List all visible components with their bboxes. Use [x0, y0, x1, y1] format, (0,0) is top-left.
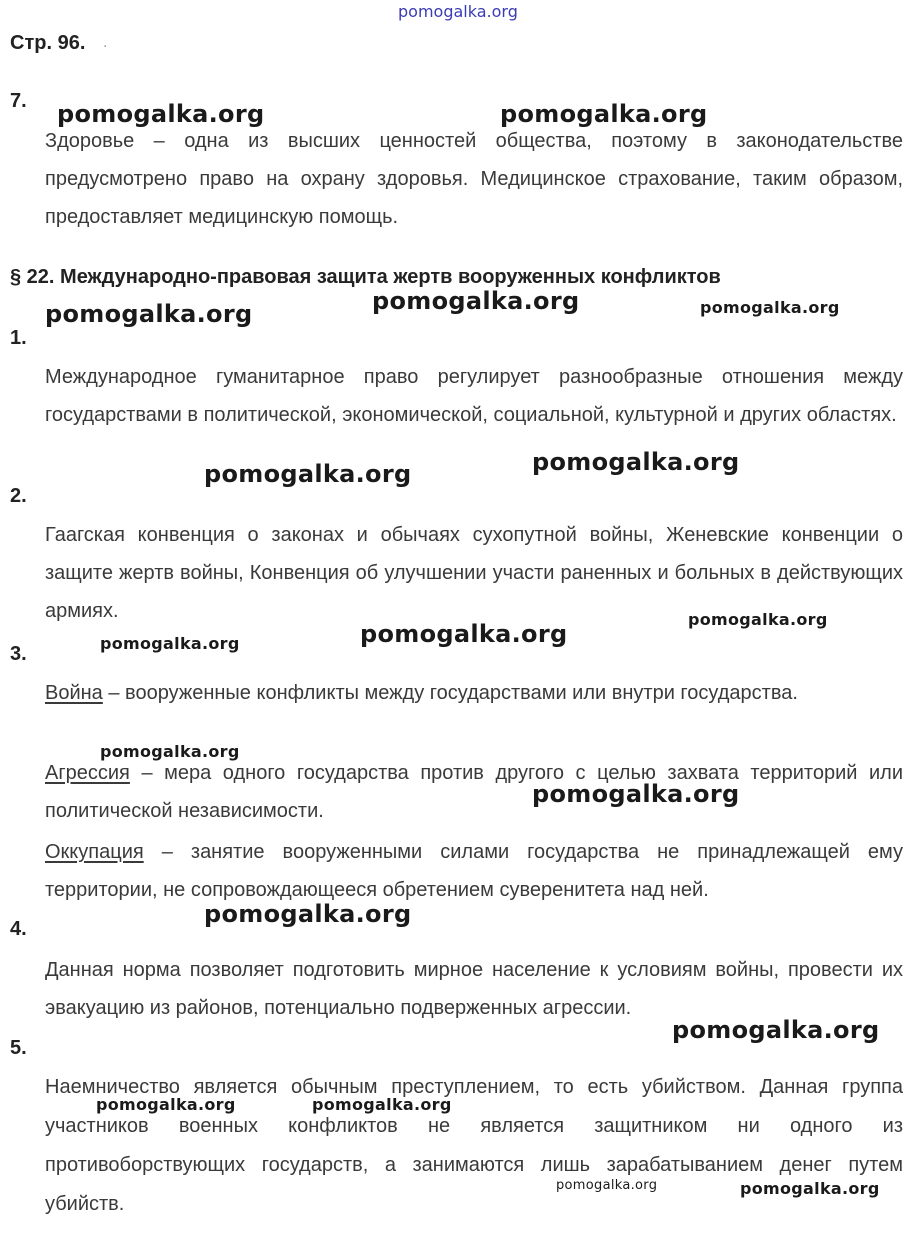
- watermark: pomogalka.org: [740, 1179, 880, 1198]
- watermark: pomogalka.org: [100, 742, 240, 761]
- definition-paragraph: [45, 674, 903, 712]
- definition-text: – вооруженные конфликты между государствами или внутри государства.: [102, 682, 798, 704]
- answer-paragraph: Гаагская конвенция о законах и обычаях сухопутной войны, Женевские конвенции о защите жертв войны, Конвенция об улучшении участи раненных и больных в действующих армиях.: [45, 524, 903, 622]
- watermark: pomogalka.org: [700, 298, 840, 317]
- watermark: pomogalka.org: [532, 448, 740, 476]
- watermark: pomogalka.org: [360, 620, 568, 648]
- site-link[interactable]: pomogalka.org: [398, 2, 518, 21]
- watermark: pomogalka.org: [45, 300, 253, 328]
- watermark: pomogalka.org: [532, 780, 740, 808]
- answer-paragraph: Данная норма позволяет подготовить мирное население к условиям войны, провести их эвакуацию из районов, потенциально подверженных агрессии.: [45, 959, 903, 1019]
- answer-paragraph: Международное гуманитарное право регулирует разнообразные отношения между государствами в политической, экономической, социальной, культурной и других областях.: [45, 366, 903, 426]
- question-number: 1.: [10, 327, 27, 349]
- definition-term: Агрессия: [45, 762, 130, 784]
- watermark: pomogalka.org: [312, 1095, 452, 1114]
- page-mark: .: [103, 34, 108, 51]
- answer-paragraph: Наемничество является обычным преступлением, то есть убийством. Данная группа участников военных конфликтов не является защитником ни одного из противоборствующих государств, а занимаются лишь зарабатыванием денег путем убийств.: [45, 1076, 903, 1215]
- question-number: 7.: [10, 90, 27, 112]
- watermark: pomogalka.org: [100, 634, 240, 653]
- question-number: 4.: [10, 918, 27, 940]
- watermark: pomogalka.org: [96, 1095, 236, 1114]
- question-number: 2.: [10, 485, 27, 507]
- question-number: 5.: [10, 1037, 27, 1059]
- definition-paragraph: [45, 754, 903, 830]
- definition-term: Война: [45, 682, 103, 704]
- watermark: pomogalka.org: [672, 1016, 880, 1044]
- definition-text: – занятие вооруженными силами государства не принадлежащей ему территории, не сопровождающееся обретением суверенитета над ней.: [45, 841, 903, 901]
- definition-text: – мера одного государства против другого с целью захвата территорий или политической независимости.: [45, 762, 903, 822]
- watermark: pomogalka.org: [556, 1178, 658, 1193]
- page-label: Стр. 96.: [10, 32, 86, 54]
- watermark: pomogalka.org: [57, 100, 265, 128]
- answer-paragraph: Здоровье – одна из высших ценностей общества, поэтому в законодательстве предусмотрено право на охрану здоровья. Медицинское страхование, таким образом, предоставляет медицинскую помощь.: [45, 130, 903, 228]
- definition-term: Оккупация: [45, 841, 144, 863]
- watermark: pomogalka.org: [500, 100, 708, 128]
- watermark: pomogalka.org: [204, 460, 412, 488]
- watermark: pomogalka.org: [688, 610, 828, 629]
- watermark: pomogalka.org: [204, 900, 412, 928]
- section-title: § 22. Международно-правовая защита жертв вооруженных конфликтов: [10, 266, 721, 288]
- question-number: 3.: [10, 643, 27, 665]
- definition-paragraph: [45, 833, 903, 909]
- watermark: pomogalka.org: [372, 287, 580, 315]
